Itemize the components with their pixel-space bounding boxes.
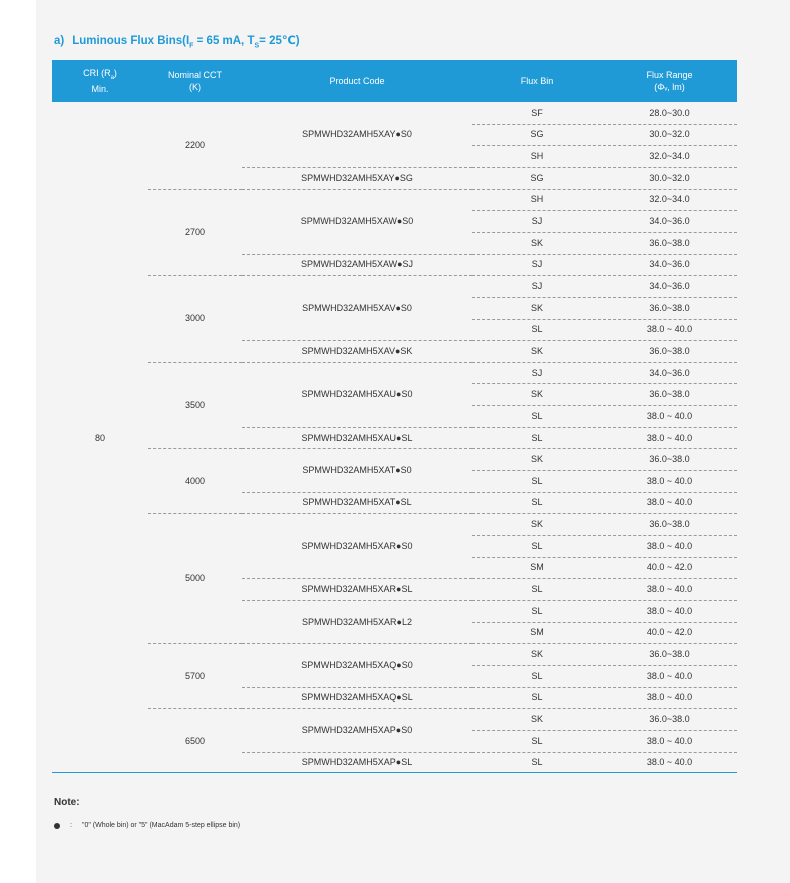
flux-range-cell: 32.0~34.0	[649, 194, 690, 205]
product-code: SPMWHD32AMH5XAW●S0	[300, 216, 414, 227]
bullet-icon	[54, 823, 60, 829]
product-code: SPMWHD32AMH5XAP●SL	[301, 757, 413, 768]
flux-range-cell: 38.0 ~ 40.0	[646, 324, 693, 335]
header-range-line2: (Φᵥ, lm)	[654, 82, 685, 92]
product-code: SPMWHD32AMH5XAV●SK	[301, 345, 413, 356]
flux-bin-cell: SL	[531, 735, 543, 746]
flux-range-cell: 36.0~38.0	[649, 345, 690, 356]
flux-range-cell: 38.0 ~ 40.0	[646, 584, 693, 595]
flux-range-cell: 36.0~38.0	[649, 302, 690, 313]
flux-range-cell: 38.0 ~ 40.0	[646, 497, 693, 508]
flux-range-cell: 40.0 ~ 42.0	[646, 627, 693, 638]
flux-range-cell: 36.0~38.0	[649, 519, 690, 530]
flux-bin-cell: SL	[531, 432, 543, 443]
product-code: SPMWHD32AMH5XAT●S0	[302, 465, 412, 476]
flux-range-cell: 38.0 ~ 40.0	[646, 605, 693, 616]
flux-range-cell: 36.0~38.0	[649, 389, 690, 400]
product-code: SPMWHD32AMH5XAU●S0	[301, 389, 413, 400]
cct-value: 5000	[184, 573, 206, 584]
product-code: SPMWHD32AMH5XAQ●SL	[301, 692, 413, 703]
note-title: Note:	[54, 797, 80, 808]
header-product-code	[242, 60, 472, 102]
cct-value: 2700	[184, 226, 206, 237]
flux-bin-cell: SJ	[531, 259, 543, 270]
header-cri-close: )	[113, 67, 117, 78]
section-title-end: = 25℃)	[259, 35, 300, 47]
flux-bin-cell: SK	[530, 454, 543, 465]
flux-bin-cell: SL	[531, 605, 543, 616]
flux-bin-cell: SK	[530, 345, 543, 356]
flux-bin-cell: SG	[530, 172, 544, 183]
header-flux-bin-text: Flux Bin	[520, 76, 554, 86]
section-title-sub-s: S	[254, 42, 260, 50]
section-title-sub-f: F	[189, 42, 194, 50]
product-code: SPMWHD32AMH5XAU●SL	[301, 432, 413, 443]
section-title	[54, 33, 300, 49]
product-code: SPMWHD32AMH5XAW●SJ	[300, 259, 414, 270]
flux-range-cell: 36.0~38.0	[649, 454, 690, 465]
flux-bin-cell: SH	[530, 194, 544, 205]
flux-bin-cell: SL	[531, 670, 543, 681]
product-code: SPMWHD32AMH5XAY●S0	[302, 129, 412, 140]
product-code: SPMWHD32AMH5XAR●SL	[301, 584, 413, 595]
flux-bin-cell: SL	[531, 757, 543, 768]
cct-value: 2200	[184, 140, 206, 151]
flux-bin-cell: SK	[530, 302, 543, 313]
flux-bin-cell: SL	[531, 410, 543, 421]
product-code: SPMWHD32AMH5XAR●S0	[301, 540, 413, 551]
flux-bin-cell: SF	[531, 107, 543, 118]
header-cct-line2: (K)	[189, 82, 201, 92]
note-line	[54, 822, 240, 829]
header-cct-line1: Nominal CCT	[167, 70, 222, 80]
header-cri-text: CRI (R	[83, 67, 111, 78]
flux-bin-cell: SK	[530, 713, 543, 724]
flux-range-cell: 38.0 ~ 40.0	[646, 475, 693, 486]
flux-range-cell: 38.0 ~ 40.0	[646, 540, 693, 551]
flux-range-cell: 28.0~30.0	[649, 107, 690, 118]
product-code: SPMWHD32AMH5XAP●S0	[301, 724, 413, 735]
flux-range-cell: 34.0~36.0	[649, 216, 690, 227]
flux-bin-cell: SJ	[531, 280, 543, 291]
section-title-main: Luminous Flux Bins(I	[72, 35, 190, 47]
flux-bin-cell: SL	[531, 324, 543, 335]
section-tag: a)	[54, 35, 65, 47]
cct-value: 3000	[184, 313, 206, 324]
header-flux-bin	[472, 60, 602, 102]
flux-bin-cell: SG	[530, 129, 544, 140]
product-code: SPMWHD32AMH5XAV●S0	[302, 302, 412, 313]
flux-range-cell: 34.0~36.0	[649, 280, 690, 291]
flux-bin-cell: SK	[530, 519, 543, 530]
header-range-line1: Flux Range	[646, 70, 693, 80]
flux-range-cell: 40.0 ~ 42.0	[646, 562, 693, 573]
table-body	[52, 102, 737, 773]
flux-range-cell: 32.0~34.0	[649, 151, 690, 162]
header-cct	[148, 60, 242, 102]
note-colon: :	[70, 822, 72, 829]
cct-value: 3500	[184, 400, 206, 411]
product-code: SPMWHD32AMH5XAR●L2	[302, 616, 412, 627]
flux-range-cell: 38.0 ~ 40.0	[646, 692, 693, 703]
table-bottom-rule	[52, 772, 737, 773]
table-header	[52, 60, 737, 102]
flux-bin-cell: SJ	[531, 367, 543, 378]
flux-range-cell: 34.0~36.0	[649, 367, 690, 378]
cri-value: 80	[94, 432, 105, 443]
flux-range-cell: 36.0~38.0	[649, 649, 690, 660]
flux-bin-cell: SK	[530, 649, 543, 660]
product-code: SPMWHD32AMH5XAY●SG	[301, 172, 413, 183]
header-cri-sub: a	[110, 74, 114, 81]
flux-bin-cell: SK	[530, 237, 543, 248]
flux-bin-cell: SK	[530, 389, 543, 400]
flux-bin-cell: SH	[530, 151, 544, 162]
flux-range-cell: 34.0~36.0	[649, 259, 690, 270]
flux-bin-cell: SL	[531, 475, 543, 486]
flux-bin-table	[52, 60, 737, 773]
section-title-mid: = 65 mA, T	[193, 35, 255, 47]
flux-bin-cell: SL	[531, 692, 543, 703]
cct-value: 4000	[184, 475, 206, 486]
datasheet-page	[36, 0, 790, 883]
note-text: "0" (Whole bin) or "5" (MacAdam 5-step ellipse bin)	[81, 822, 241, 829]
flux-bin-cell: SL	[531, 497, 543, 508]
header-flux-range	[602, 60, 737, 102]
product-code: SPMWHD32AMH5XAT●SL	[302, 497, 412, 508]
flux-range-cell: 38.0 ~ 40.0	[646, 757, 693, 768]
product-code: SPMWHD32AMH5XAQ●S0	[301, 659, 413, 670]
cct-value: 6500	[184, 735, 206, 746]
header-product-text: Product Code	[329, 76, 385, 86]
flux-range-cell: 30.0~32.0	[649, 172, 690, 183]
flux-bin-cell: SM	[530, 562, 544, 573]
flux-range-cell: 36.0~38.0	[649, 237, 690, 248]
cct-value: 5700	[184, 670, 206, 681]
flux-bin-cell: SL	[531, 540, 543, 551]
flux-range-cell: 38.0 ~ 40.0	[646, 670, 693, 681]
flux-range-cell: 30.0~32.0	[649, 129, 690, 140]
flux-bin-cell: SL	[531, 584, 543, 595]
flux-range-cell: 38.0 ~ 40.0	[646, 410, 693, 421]
flux-range-cell: 38.0 ~ 40.0	[646, 735, 693, 746]
header-cri-line1	[83, 67, 117, 84]
header-cri	[52, 60, 148, 102]
flux-bin-cell: SM	[530, 627, 544, 638]
flux-range-cell: 38.0 ~ 40.0	[646, 432, 693, 443]
header-cri-line2: Min.	[91, 84, 109, 95]
flux-range-cell: 36.0~38.0	[649, 713, 690, 724]
flux-bin-cell: SJ	[531, 216, 543, 227]
